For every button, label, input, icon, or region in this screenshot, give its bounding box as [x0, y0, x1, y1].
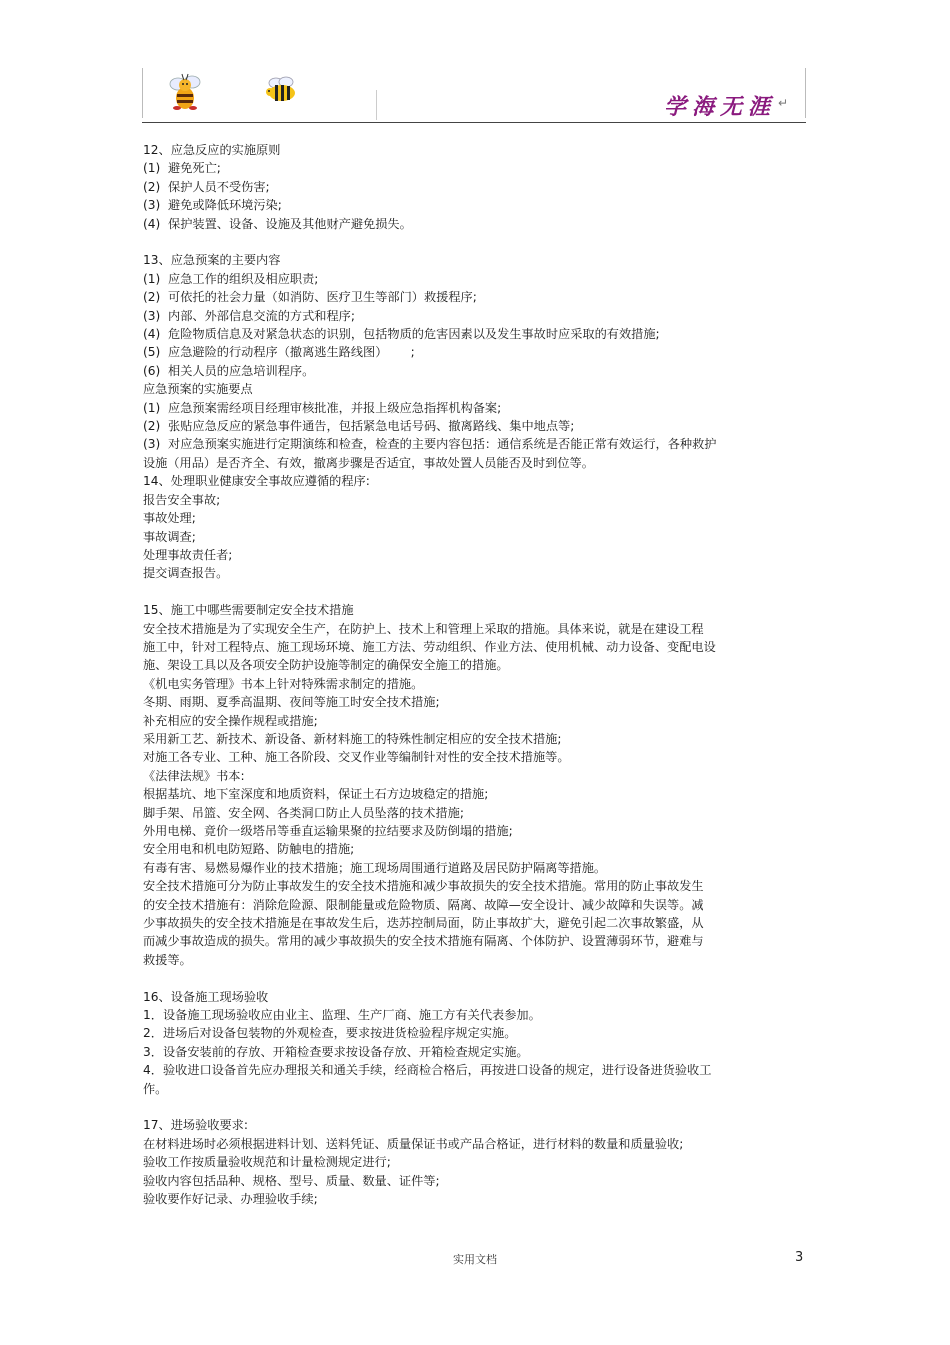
text-line: 安全用电和机电防短路、防触电的措施;: [143, 842, 355, 857]
text-line: 17、进场验收要求:: [143, 1118, 248, 1133]
text-line: 提交调查报告。: [143, 566, 229, 581]
text-line: 报告安全事故;: [143, 492, 221, 507]
text-line: (3) 避免或降低环境污染;: [143, 198, 282, 213]
text-line: (1) 避免死亡;: [143, 161, 221, 176]
text-line: 验收要作好记录、办理验收手续;: [143, 1192, 318, 1207]
blank-line: [143, 969, 758, 987]
text-line: (2) 保护人员不受伤害;: [143, 179, 270, 194]
text-line: 而减少事故造成的损失。常用的减少事故损失的安全技术措施有隔离、个体防护、设置薄弱环节，避难与: [143, 934, 704, 949]
blank-line: [143, 583, 758, 601]
text-line: (3) 对应急预案实施进行定期演练和检查，检查的主要内容包括：通信系统是否能正常有效运行，各种救护: [143, 437, 717, 452]
text-line: 验收工作按质量验收规范和计量检测规定进行;: [143, 1155, 391, 1170]
text-line: (1) 应急工作的组织及相应职责;: [143, 271, 319, 286]
text-line: 16、设备施工现场验收: [143, 989, 269, 1004]
text-line: 验收内容包括品种、规格、型号、质量、数量、证件等;: [143, 1173, 440, 1188]
text-line: 的安全技术措施有：消除危险源、限制能量或危险物质、隔离、故障—安全设计、减少故障和失误等。减: [143, 897, 704, 912]
header-motto: 学海无涯: [663, 94, 776, 120]
header-divider-left: [142, 68, 143, 118]
header-divider-right: [805, 68, 806, 118]
text-line: 14、处理职业健康安全事故应遵循的程序:: [143, 474, 370, 489]
text-line: 在材料进场时必须根据进料计划、送料凭证、质量保证书或产品合格证，进行材料的数量和质量验收;: [143, 1136, 684, 1151]
text-line: 12、应急反应的实施原则: [143, 143, 281, 157]
text-line: 安全技术措施是为了实现安全生产，在防护上、技术上和管理上采取的措施。具体来说，就是在建设工程: [143, 621, 704, 636]
text-line: (4) 危险物质信息及对紧急状态的识别，包括物质的危害因素以及发生事故时应采取的有效措施;: [143, 327, 660, 342]
blank-line: [143, 233, 758, 251]
cartoon-bee-icon: [166, 72, 204, 112]
text-line: 对施工各专业、工种、施工各阶段、交叉作业等编制针对性的安全技术措施等。: [143, 750, 570, 765]
text-line: 施工中，针对工程特点、施工现场环境、施工方法、劳动组织、作业方法、使用机械、动力设备、变配电设: [143, 639, 716, 654]
blank-line: [143, 1098, 758, 1116]
text-line: 施、架设工具以及各项安全防护设施等制定的确保安全施工的措施。: [143, 658, 509, 673]
page-header: [142, 68, 806, 123]
text-line: (2) 可依托的社会力量（如消防、医疗卫生等部门）救援程序;: [143, 290, 477, 305]
text-line: 15、施工中哪些需要制定安全技术措施: [143, 603, 354, 618]
text-line: 处理事故责任者;: [143, 547, 233, 562]
text-line: 《法律法规》书本:: [143, 768, 245, 783]
text-line: 13、应急预案的主要内容: [143, 253, 281, 268]
text-line: 救援等。: [143, 952, 192, 967]
text-line: 少事故损失的安全技术措施是在事故发生后，迭苏控制局面，防止事故扩大，避免引起二次事故繁盛，从: [143, 916, 704, 931]
text-line: (2) 张贴应急反应的紧急事件通告，包括紧急电话号码、撤离路线、集中地点等;: [143, 419, 575, 434]
text-line: (5) 应急避险的行动程序（撤离逃生路线图） ;: [143, 345, 415, 360]
text-line: 补充相应的安全操作规程或措施;: [143, 713, 318, 728]
document-body: [143, 141, 758, 1209]
text-line: 应急预案的实施要点: [143, 382, 253, 397]
text-line: 1．设备施工现场验收应由业主、监理、生产厂商、施工方有关代表参加。: [143, 1008, 541, 1023]
text-line: 根据基坑、地下室深度和地质资料，保证土石方边坡稳定的措施;: [143, 787, 489, 802]
text-line: 事故处理;: [143, 511, 196, 526]
text-line: 作。: [143, 1081, 168, 1096]
footer-label: 实用文档: [453, 1253, 497, 1266]
page-number: 3: [795, 1250, 804, 1265]
text-line: 有毒有害、易燃易爆作业的技术措施；施工现场周围通行道路及居民防护隔离等措施。: [143, 860, 607, 875]
text-line: 外用电梯、竟价一级塔吊等垂直运输果聚的拉结要求及防倒塌的措施;: [143, 824, 513, 838]
text-line: 脚手架、吊篮、安全网、各类洞口防止人员坠落的技术措施;: [143, 805, 464, 820]
text-line: 冬期、雨期、夏季高温期、夜间等施工时安全技术措施;: [143, 695, 440, 710]
paragraph-return-mark: ↵: [777, 96, 788, 110]
text-line: 采用新工艺、新技术、新设备、新材料施工的特殊性制定相应的安全技术措施;: [143, 731, 562, 746]
text-line: 2．进场后对设备包装物的外观检查，要求按进货检验程序规定实施。: [143, 1026, 517, 1041]
text-line: 设施（用品）是否齐全、有效，撤离步骤是否适宜，事故处置人员能否及时到位等。: [143, 455, 594, 470]
text-line: 安全技术措施可分为防止事故发生的安全技术措施和减少事故损失的安全技术措施。常用的防止事故发生: [143, 879, 704, 894]
text-line: (4) 保护装置、设备、设施及其他财产避免损失。: [143, 216, 412, 231]
text-line: (3) 内部、外部信息交流的方式和程序;: [143, 308, 355, 323]
text-line: (1) 应急预案需经项目经理审核批准，并报上级应急指挥机构备案;: [143, 400, 502, 415]
text-line: (6) 相关人员的应急培训程序。: [143, 363, 315, 378]
header-divider-middle: [376, 90, 377, 120]
text-line: 4．验收进口设备首先应办理报关和通关手续，经商检合格后，再按进口设备的规定，进行设备进货验收工: [143, 1063, 712, 1078]
text-line: 3．设备安装前的存放、开箱检查要求按设备存放、开箱检查规定实施。: [143, 1044, 529, 1059]
text-line: 《机电实务管理》书本上针对特殊需求制定的措施。: [143, 676, 424, 691]
bee-icon: [264, 76, 300, 104]
text-line: 事故调查;: [143, 529, 196, 544]
